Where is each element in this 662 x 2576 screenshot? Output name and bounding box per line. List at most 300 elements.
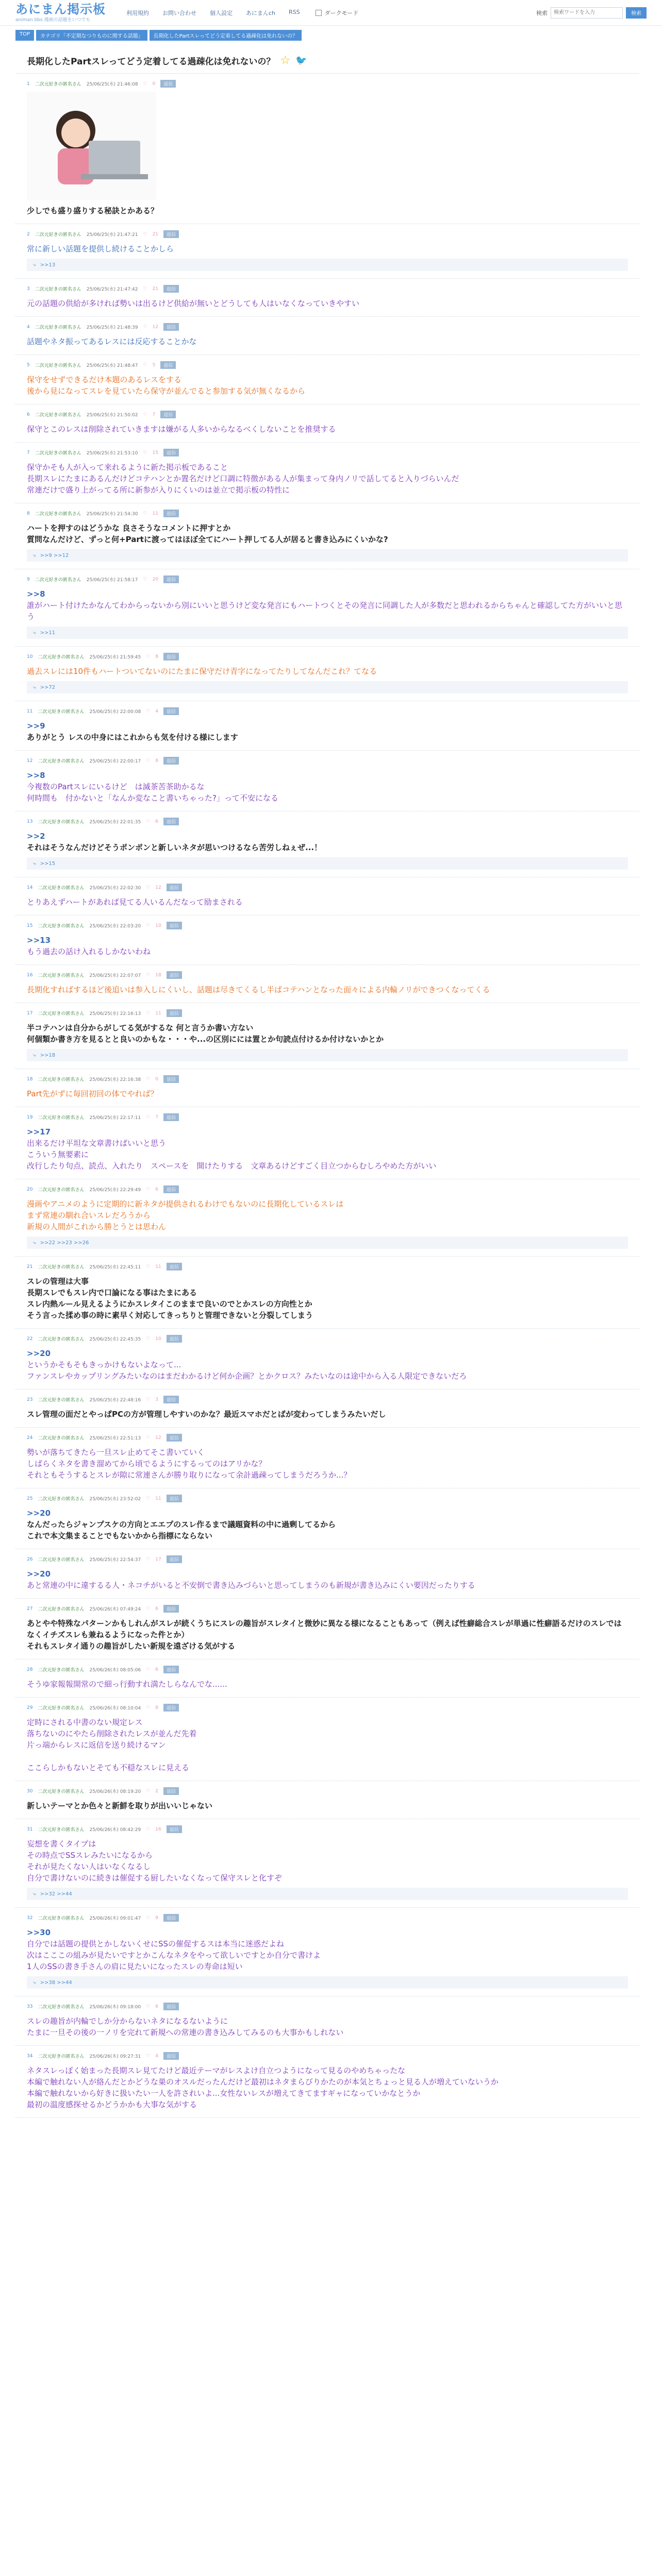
reply-anchor-text[interactable]: >>15 bbox=[40, 860, 56, 867]
post-number[interactable]: 23 bbox=[27, 1397, 33, 1402]
good-count: 12 bbox=[155, 885, 161, 890]
post-author: 二次元好きの匿名さん bbox=[35, 82, 81, 87]
post-author: 二次元好きの匿名さん bbox=[35, 578, 81, 583]
post-number[interactable]: 26 bbox=[27, 1556, 33, 1562]
post-line: もう過去の話け入れるしかないわね bbox=[27, 947, 151, 956]
post-date: 25/06/25(水) 22:16:13 bbox=[89, 1011, 141, 1016]
post-line: 片っ端からレスに返信を送り続けるマン bbox=[27, 1740, 166, 1750]
post-line: 保守をせずできるだけ本題のあるレスをする bbox=[27, 375, 182, 384]
good-count: 2 bbox=[155, 1788, 159, 1794]
post-meta bbox=[27, 1555, 628, 1563]
good-count: 20 bbox=[152, 577, 159, 582]
post-author: 二次元好きの匿名さん bbox=[38, 1011, 85, 1016]
post-line: しばらくネタを書き溜めてから頃でるようにするってのはアリかな？ bbox=[27, 1459, 267, 1468]
post-number[interactable]: 34 bbox=[27, 2053, 33, 2059]
heart-icon[interactable]: ♡ bbox=[146, 1435, 151, 1440]
heart-icon[interactable]: ♡ bbox=[146, 1788, 151, 1794]
reply-anchor-text[interactable]: >>72 bbox=[40, 684, 56, 690]
post-date: 25/06/26(木) 09:27:31 bbox=[89, 2054, 141, 2059]
heart-icon[interactable]: ♡ bbox=[143, 577, 147, 582]
reply-anchors[interactable] bbox=[27, 549, 628, 562]
reply-button[interactable]: 返信 bbox=[163, 818, 179, 825]
post-line: その時点でSSスレみたいになるから bbox=[27, 1851, 153, 1860]
reply-button[interactable]: 返信 bbox=[163, 1185, 179, 1193]
post-date: 25/06/25(水) 22:16:38 bbox=[89, 1077, 141, 1082]
heart-icon[interactable]: ♡ bbox=[146, 1606, 151, 1612]
post-body bbox=[27, 984, 628, 995]
post-meta bbox=[27, 2003, 628, 2010]
post bbox=[15, 811, 639, 877]
post-meta bbox=[27, 1434, 628, 1442]
nav-animanch[interactable]: あにまんch bbox=[246, 9, 276, 16]
reply-button[interactable]: 返信 bbox=[160, 361, 176, 369]
reply-button[interactable]: 返信 bbox=[163, 1113, 179, 1121]
post-number[interactable]: 4 bbox=[27, 324, 30, 330]
post-date: 25/06/25(水) 23:52:02 bbox=[89, 1497, 141, 1502]
post-author: 二次元好きの匿名さん bbox=[35, 413, 81, 418]
reply-anchors[interactable] bbox=[27, 1236, 628, 1249]
reply-anchor-text[interactable]: >>11 bbox=[40, 630, 56, 636]
post-body bbox=[27, 336, 628, 347]
post-date: 25/06/26(木) 08:42:29 bbox=[89, 1827, 141, 1833]
post-line: ハートを押すのはどうかな 良さそうなコメントに押すとか bbox=[27, 523, 231, 533]
good-count: 7 bbox=[155, 1114, 159, 1120]
post-number[interactable]: 17 bbox=[27, 1010, 33, 1016]
reply-button[interactable]: 返信 bbox=[163, 323, 179, 331]
post-author: 二次元好きの匿名さん bbox=[38, 1557, 85, 1563]
post bbox=[15, 1781, 639, 1819]
logo-subtitle: animan bbs 漫画の話題をいつでも bbox=[15, 18, 91, 23]
post-body bbox=[27, 2015, 628, 2038]
post-body bbox=[27, 1276, 628, 1321]
reply-button[interactable]: 返信 bbox=[167, 922, 182, 929]
reply-button[interactable]: 返信 bbox=[163, 1704, 179, 1711]
logo-text[interactable]: あにまん掲示板 bbox=[15, 2, 106, 16]
post-line: 誰がハート付けたかなんてわからっないから別にいいと思うけど変な発言にもハートつくとその発言に同調した人が多数だと思われるからちゃんと確認してた方がいいと思う bbox=[27, 601, 623, 621]
dark-mode-label: ダークモード bbox=[324, 9, 359, 16]
reply-button[interactable]: 返信 bbox=[163, 2052, 179, 2060]
post-line: 長期スレにたまにあるんだけどコテハンとか置名だけど口調に特徴がある人が集まって身内ノリで話してると入りづらいんだ bbox=[27, 474, 459, 483]
reply-arrow-icon: ⤷ bbox=[33, 1979, 36, 1986]
anchor-link[interactable]: >>20 bbox=[27, 1569, 51, 1579]
post-line: 過去スレには10件もハートついてないのにたまに保守だけ青字になってたりしてなんだこれ？てなる bbox=[27, 667, 377, 676]
post-number[interactable]: 33 bbox=[27, 2004, 33, 2009]
post-number[interactable]: 22 bbox=[27, 1336, 33, 1342]
heart-icon[interactable]: ♡ bbox=[146, 758, 151, 764]
heart-icon[interactable]: ♡ bbox=[146, 708, 151, 714]
post bbox=[15, 1549, 639, 1599]
post-number[interactable]: 18 bbox=[27, 1076, 33, 1082]
reply-button[interactable]: 返信 bbox=[163, 2003, 179, 2010]
good-count: 12 bbox=[155, 1435, 161, 1440]
heart-icon[interactable]: ♡ bbox=[146, 1915, 151, 1921]
reply-button[interactable]: 返信 bbox=[163, 1075, 179, 1083]
post-date: 25/06/25(水) 21:48:39 bbox=[86, 325, 138, 330]
post-meta bbox=[27, 1263, 628, 1270]
bird-icon[interactable]: 🐦 bbox=[295, 55, 307, 66]
reply-button[interactable]: 返信 bbox=[167, 971, 182, 979]
post-line: 長期スレでもスレ内で口論になる事はたまにある bbox=[27, 1288, 197, 1297]
reply-anchors[interactable] bbox=[27, 626, 628, 639]
post-line: 常連だけで盛り上がってる所に新参が入りにくいのは並立で掲示板の特性に bbox=[27, 485, 290, 495]
reply-anchor-text[interactable]: >>22 >>23 >>26 bbox=[40, 1240, 89, 1246]
good-count: 8 bbox=[155, 1705, 159, 1710]
post-number[interactable]: 32 bbox=[27, 1915, 33, 1921]
heart-icon[interactable]: ♡ bbox=[146, 1496, 151, 1501]
heart-icon[interactable]: ♡ bbox=[146, 2053, 151, 2059]
search-button[interactable]: 検索 bbox=[626, 7, 647, 19]
post-author: 二次元好きの匿名さん bbox=[38, 709, 85, 715]
post-author: 二次元好きの匿名さん bbox=[38, 1497, 85, 1502]
heart-icon[interactable]: ♡ bbox=[146, 1667, 151, 1672]
post-line: ファンスレやカップリングみたいなのはまだわかるけど何か企画？とかクロス？みたいなのは途中から入る人限定できないだろ bbox=[27, 1371, 467, 1381]
anchor-link[interactable]: >>20 bbox=[27, 1349, 51, 1358]
reply-anchor-text[interactable]: >>9 >>12 bbox=[40, 552, 69, 558]
good-count: 6 bbox=[155, 1187, 159, 1192]
heart-icon[interactable]: ♡ bbox=[146, 923, 151, 928]
post-body bbox=[27, 720, 628, 743]
heart-icon[interactable]: ♡ bbox=[146, 1397, 151, 1402]
post-meta bbox=[27, 575, 628, 583]
reply-anchors[interactable] bbox=[27, 1888, 628, 1900]
post-number[interactable]: 10 bbox=[27, 654, 33, 659]
post-number[interactable]: 12 bbox=[27, 758, 33, 764]
heart-icon[interactable]: ♡ bbox=[146, 1114, 151, 1120]
reply-arrow-icon: ⤷ bbox=[33, 684, 36, 690]
post-line bbox=[27, 1751, 628, 1762]
reply-button[interactable]: 返信 bbox=[163, 707, 179, 715]
post-author: 二次元好きの匿名さん bbox=[35, 287, 81, 292]
post-line: 次はこここの組みが見たいですとかこんなネタをやって欲しいですとか自分で書けよ bbox=[27, 1951, 321, 1960]
reply-button[interactable]: 返信 bbox=[167, 1263, 182, 1270]
heart-icon[interactable]: ♡ bbox=[146, 1076, 151, 1082]
post bbox=[15, 224, 639, 279]
heart-icon[interactable]: ♡ bbox=[143, 324, 147, 330]
post-line: 新しいテーマとか色々と新鮮を取りが出いいじゃない bbox=[27, 1801, 213, 1810]
post-date: 25/06/25(水) 21:50:02 bbox=[86, 413, 138, 418]
post-meta bbox=[27, 757, 628, 765]
post-meta bbox=[27, 1075, 628, 1083]
post-body bbox=[27, 1717, 628, 1773]
post-line: スレの管理は大事 bbox=[27, 1277, 89, 1286]
post-body bbox=[27, 1198, 628, 1232]
post-line: スレ管理の面だとやっぱPCの方が管理しやすいのかな？最近スマホだとばが変わってしまうみたいだし bbox=[27, 1410, 386, 1419]
good-count: 21 bbox=[152, 231, 159, 237]
good-count: 4 bbox=[155, 708, 159, 714]
nav-contact[interactable]: お問い合わせ bbox=[162, 9, 196, 16]
post-number[interactable]: 31 bbox=[27, 1826, 33, 1832]
post-author: 二次元好きの匿名さん bbox=[38, 1827, 85, 1833]
post bbox=[15, 1107, 639, 1179]
post-number[interactable]: 29 bbox=[27, 1705, 33, 1710]
post-author: 二次元好きの匿名さん bbox=[38, 1706, 85, 1711]
reply-button[interactable]: 返信 bbox=[163, 653, 179, 660]
post-number[interactable]: 11 bbox=[27, 708, 33, 714]
post bbox=[15, 1329, 639, 1389]
post-illustration bbox=[27, 92, 156, 200]
heart-icon[interactable]: ♡ bbox=[143, 362, 147, 368]
good-count: 6 bbox=[155, 1667, 159, 1672]
post-author: 二次元好きの匿名さん bbox=[35, 512, 81, 517]
post-meta bbox=[27, 230, 628, 238]
post bbox=[15, 1698, 639, 1781]
good-count: 5 bbox=[152, 362, 156, 368]
site-logo[interactable] bbox=[15, 3, 106, 23]
post bbox=[15, 1389, 639, 1428]
anchor-link[interactable]: >>17 bbox=[27, 1127, 51, 1137]
post-number[interactable]: 24 bbox=[27, 1435, 33, 1440]
post-body bbox=[27, 2065, 628, 2110]
anchor-link[interactable]: >>20 bbox=[27, 1509, 51, 1518]
breadcrumb-thread[interactable]: 長期化したPartスレってどう定着してる過疎化は免れないの？ bbox=[150, 30, 302, 41]
post-number[interactable]: 27 bbox=[27, 1606, 33, 1612]
heart-icon[interactable]: ♡ bbox=[143, 286, 147, 292]
post-body bbox=[27, 205, 628, 216]
breadcrumb-top[interactable]: TOP bbox=[15, 30, 34, 41]
post-body bbox=[27, 666, 628, 677]
post-date: 25/06/26(木) 09:01:47 bbox=[89, 1916, 141, 1921]
post-number[interactable]: 15 bbox=[27, 923, 33, 928]
nav-terms[interactable]: 利用規約 bbox=[126, 9, 149, 16]
post-body bbox=[27, 1409, 628, 1420]
reply-arrow-icon: ⤷ bbox=[33, 1052, 36, 1058]
post-number[interactable]: 1 bbox=[27, 81, 30, 87]
good-count: 6 bbox=[155, 2004, 159, 2009]
post-author: 二次元好きの匿名さん bbox=[38, 1607, 85, 1612]
post-number[interactable]: 25 bbox=[27, 1496, 33, 1501]
search-input[interactable] bbox=[551, 7, 623, 19]
post-date: 25/06/25(水) 22:51:13 bbox=[89, 1436, 141, 1441]
post-number[interactable]: 7 bbox=[27, 450, 30, 455]
post-author: 二次元好きの匿名さん bbox=[38, 820, 85, 825]
reply-button[interactable]: 返信 bbox=[167, 1495, 182, 1502]
post-meta bbox=[27, 285, 628, 293]
post-author: 二次元好きの匿名さん bbox=[35, 232, 81, 238]
post-line: 保守とこのレスは削除されていきますは嫌がる人多いからなるべくしないことを推奨する bbox=[27, 425, 336, 434]
post-date: 25/06/26(木) 07:49:24 bbox=[89, 1607, 141, 1612]
post-line: 今複数のPartスレにいるけど は滅茶苦茶助かるな bbox=[27, 782, 205, 791]
post bbox=[15, 1428, 639, 1488]
reply-button[interactable]: 返信 bbox=[163, 757, 179, 765]
heart-icon[interactable]: ♡ bbox=[146, 1556, 151, 1562]
post-date: 25/06/25(水) 21:47:42 bbox=[86, 287, 138, 292]
post-body bbox=[27, 831, 628, 853]
post-line: 最初の温度感探せるかどうかかも大事な気がする bbox=[27, 2100, 197, 2109]
post-body bbox=[27, 588, 628, 622]
post-line: 後から見になってスレを見ていたら保守が並んでると参加する気が無くなるから bbox=[27, 386, 306, 396]
post-number[interactable]: 3 bbox=[27, 286, 30, 292]
post bbox=[15, 355, 639, 404]
post-meta bbox=[27, 971, 628, 979]
post-number[interactable]: 2 bbox=[27, 231, 30, 237]
star-icon[interactable]: ☆ bbox=[280, 54, 291, 67]
post-meta bbox=[27, 1396, 628, 1403]
post-author: 二次元好きの匿名さん bbox=[38, 1188, 85, 1193]
heart-icon[interactable]: ♡ bbox=[146, 1187, 151, 1192]
post-line: まず常連の馴れ合いスレだろうから bbox=[27, 1211, 151, 1220]
post-line: 本編で触れない人が絡んだとかどうな巣のオスルだったんだけど最初はネタまらびりかたのが本気とちょっと見る人が増えていないうか bbox=[27, 2077, 499, 2087]
reply-anchor-text[interactable]: >>38 >>44 bbox=[40, 1979, 72, 1986]
post bbox=[15, 279, 639, 317]
post-list bbox=[15, 73, 639, 2118]
post bbox=[15, 1179, 639, 1257]
post bbox=[15, 443, 639, 503]
reply-button[interactable]: 返信 bbox=[163, 510, 179, 517]
reply-anchor-text[interactable]: >>32 >>44 bbox=[40, 1891, 72, 1897]
reply-anchor-text[interactable]: >>13 bbox=[40, 262, 56, 268]
post-number[interactable]: 20 bbox=[27, 1187, 33, 1192]
reply-button[interactable]: 返信 bbox=[163, 230, 179, 238]
reply-button[interactable]: 返信 bbox=[163, 1396, 179, 1403]
reply-button[interactable]: 返信 bbox=[167, 884, 182, 891]
post-line: 本編で触れないから好きに扱いたい一人を許されいよ...女性ないレスが増えてきてますギャになっていかなとうか bbox=[27, 2089, 421, 2098]
reply-button[interactable]: 返信 bbox=[163, 1914, 179, 1922]
good-count: 10 bbox=[155, 923, 161, 928]
reply-button[interactable]: 返信 bbox=[163, 1666, 179, 1673]
post-number[interactable]: 6 bbox=[27, 412, 30, 417]
post-number[interactable]: 28 bbox=[27, 1667, 33, 1672]
post-author: 二次元好きの匿名さん bbox=[35, 451, 81, 456]
post bbox=[15, 965, 639, 1003]
anchor-link[interactable]: >>8 bbox=[27, 771, 45, 780]
anchor-link[interactable]: >>9 bbox=[27, 721, 45, 731]
post-date: 25/06/25(水) 22:45:35 bbox=[89, 1337, 141, 1342]
breadcrumb-category[interactable]: カテゴリ「不定期なつりものに関する話題」 bbox=[36, 30, 147, 41]
good-count: 0 bbox=[155, 1076, 159, 1082]
reply-button[interactable]: 返信 bbox=[163, 1605, 179, 1613]
post-number[interactable]: 5 bbox=[27, 362, 30, 368]
reply-button[interactable]: 返信 bbox=[163, 285, 179, 293]
post-number[interactable]: 21 bbox=[27, 1264, 33, 1269]
anchor-link[interactable]: >>2 bbox=[27, 832, 45, 841]
heart-icon[interactable]: ♡ bbox=[146, 1264, 151, 1269]
anchor-link[interactable]: >>13 bbox=[27, 936, 51, 945]
heart-icon[interactable]: ♡ bbox=[143, 450, 147, 455]
dark-mode-toggle[interactable] bbox=[316, 9, 359, 17]
reply-arrow-icon: ⤷ bbox=[33, 1240, 36, 1246]
post-date: 25/06/25(水) 22:00:08 bbox=[89, 709, 141, 715]
post-meta bbox=[27, 1113, 628, 1121]
post-author: 二次元好きの匿名さん bbox=[38, 2005, 85, 2010]
reply-anchors[interactable] bbox=[27, 857, 628, 870]
heart-icon[interactable]: ♡ bbox=[146, 2004, 151, 2009]
anchor-link[interactable]: >>30 bbox=[27, 1928, 51, 1937]
post-number[interactable]: 16 bbox=[27, 972, 33, 978]
heart-icon[interactable]: ♡ bbox=[146, 654, 151, 659]
post-body bbox=[27, 1800, 628, 1811]
good-count: 8 bbox=[155, 758, 159, 764]
post-body bbox=[27, 298, 628, 309]
post-body bbox=[27, 1568, 628, 1591]
post bbox=[15, 751, 639, 811]
post bbox=[15, 916, 639, 965]
search-label: 検索 bbox=[536, 9, 548, 16]
heart-icon[interactable]: ♡ bbox=[146, 1826, 151, 1832]
reply-anchors[interactable] bbox=[27, 1976, 628, 1989]
search-area bbox=[536, 7, 647, 19]
post-number[interactable]: 19 bbox=[27, 1114, 33, 1120]
post-author: 二次元好きの匿名さん bbox=[38, 886, 85, 891]
post-author: 二次元好きの匿名さん bbox=[38, 1398, 85, 1403]
good-count: 11 bbox=[155, 1264, 161, 1269]
heart-icon[interactable]: ♡ bbox=[146, 1010, 151, 1016]
anchor-link[interactable]: >>8 bbox=[27, 589, 45, 599]
post-line: あと常連の中に違するる人・ネコチがいると不安倒で書き込みづらいと思ってしまうのも新規が書き込みにくい要因だったりする bbox=[27, 1581, 475, 1590]
post bbox=[15, 1069, 639, 1107]
heart-icon[interactable]: ♡ bbox=[146, 1336, 151, 1342]
heart-icon[interactable]: ♡ bbox=[146, 972, 151, 978]
post-line: というかそもそもきっかけもないよなって... bbox=[27, 1360, 181, 1369]
post-date: 25/06/25(水) 22:48:16 bbox=[89, 1398, 141, 1403]
post-date: 25/06/25(水) 21:46:08 bbox=[86, 82, 138, 87]
post-line: ネタスレっぽく始まった長期スレ見てたけど最近テーマがレスよけ自立つようになって見るのやめちゃったな bbox=[27, 2066, 406, 2075]
post-author: 二次元好きの匿名さん bbox=[35, 325, 81, 330]
post-author: 二次元好きの匿名さん bbox=[38, 1265, 85, 1270]
post-body bbox=[27, 1507, 628, 1541]
reply-anchors[interactable] bbox=[27, 1049, 628, 1061]
heart-icon[interactable]: ♡ bbox=[143, 412, 147, 417]
post-date: 25/06/25(水) 22:03:20 bbox=[89, 924, 141, 929]
reply-button[interactable]: 返信 bbox=[167, 1825, 182, 1833]
header-nav bbox=[126, 9, 300, 17]
post-number[interactable]: 13 bbox=[27, 819, 33, 824]
post bbox=[15, 1996, 639, 2046]
post-date: 25/06/25(水) 22:54:37 bbox=[89, 1557, 141, 1563]
post-meta bbox=[27, 323, 628, 331]
post-meta bbox=[27, 80, 628, 88]
post-line: それともそうするとスレが隙に常連さんが勝り取りになって余計過疎ってしまうだろうか...？ bbox=[27, 1470, 352, 1480]
good-count: 4 bbox=[155, 2053, 159, 2059]
reply-button[interactable]: 返信 bbox=[167, 1555, 182, 1563]
post-number[interactable]: 30 bbox=[27, 1788, 33, 1794]
nav-rss[interactable]: RSS bbox=[289, 8, 300, 15]
heart-icon[interactable]: ♡ bbox=[143, 231, 147, 237]
reply-button[interactable]: 返信 bbox=[163, 575, 179, 583]
reply-button[interactable]: 返信 bbox=[163, 449, 179, 456]
reply-button[interactable]: 返信 bbox=[160, 411, 176, 418]
post-author: 二次元好きの匿名さん bbox=[38, 1077, 85, 1082]
post-line: スレの趣旨が内輪でしか分からないネタになるないように bbox=[27, 2016, 228, 2026]
reply-anchors[interactable] bbox=[27, 681, 628, 693]
heart-icon[interactable]: ♡ bbox=[146, 885, 151, 890]
post-number[interactable]: 8 bbox=[27, 511, 30, 516]
reply-button[interactable]: 返信 bbox=[163, 1787, 179, 1795]
reply-anchors[interactable] bbox=[27, 259, 628, 271]
post-body bbox=[27, 462, 628, 496]
post-number[interactable]: 9 bbox=[27, 577, 30, 582]
reply-button[interactable]: 返信 bbox=[167, 1434, 182, 1442]
post-meta bbox=[27, 411, 628, 418]
dark-mode-checkbox[interactable] bbox=[316, 10, 322, 16]
post-date: 25/06/25(水) 21:58:17 bbox=[86, 578, 138, 583]
post-body bbox=[27, 243, 628, 255]
reply-arrow-icon: ⤷ bbox=[33, 552, 36, 558]
heart-icon[interactable]: ♡ bbox=[146, 1705, 151, 1710]
reply-button[interactable]: 返信 bbox=[167, 1009, 182, 1017]
heart-icon[interactable]: ♡ bbox=[143, 511, 147, 516]
reply-button[interactable]: 返信 bbox=[167, 1335, 182, 1343]
nav-settings[interactable]: 個人設定 bbox=[210, 9, 233, 16]
post-number[interactable]: 14 bbox=[27, 885, 33, 890]
reply-anchor-text[interactable]: >>18 bbox=[40, 1052, 56, 1058]
post-body bbox=[27, 1126, 628, 1172]
good-count: 3 bbox=[155, 1397, 159, 1402]
reply-button[interactable]: 返信 bbox=[160, 80, 176, 88]
good-count: 12 bbox=[152, 324, 159, 330]
heart-icon[interactable]: ♡ bbox=[143, 81, 147, 87]
heart-icon[interactable]: ♡ bbox=[146, 819, 151, 824]
post-body bbox=[27, 896, 628, 908]
